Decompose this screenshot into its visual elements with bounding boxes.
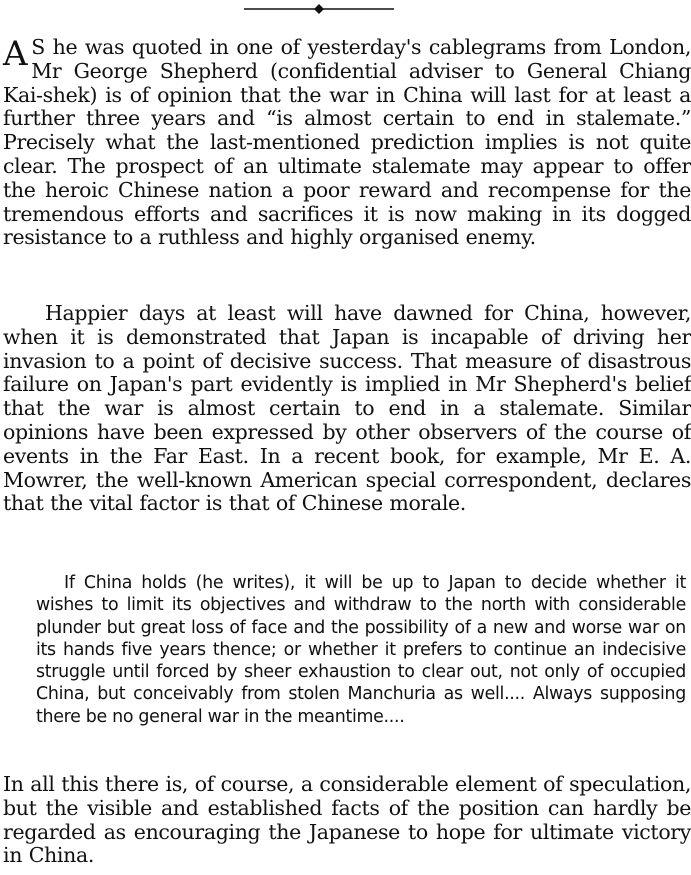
- divider-ornament: [244, 3, 394, 15]
- article-paragraph-2: Happier days at least will have dawned for China, however, when it is demonstrated that Japan is incapable of driving her invasion to a point of decisive success. That measure of disastrous failure on Japan's part evidently is implied in Mr Shepherd's belief that the war is almost certain to end in a stalemate. Similar opinions have been expressed by other observers of the course of events in the Far East. In a recent book, for example, Mr E. A. Mowrer, the well-known American special correspondent, declares that the vital factor is that of Chinese morale.: [3, 301, 691, 516]
- article-paragraph-4: In all this there is, of course, a considerable element of speculation, but the visible and established facts of the position can hardly be regarded as encouraging the Japanese to hope for ultimate victory in China.: [3, 772, 691, 868]
- paragraph-1-text: S he was quoted in one of yesterday's cablegrams from London, Mr George Shepherd (confidential adviser to General Chiang Kai-shek) is of opinion that the war in China will last for at least a further three years and “is almost certain to end in stalemate.” Precisely what the last-mentioned prediction implies is not quite clear. The prospect of an ultimate stalemate may appear to offer the heroic Chinese nation a poor reward and recompense for the tremendous efforts and sacrifices it is now making in its dogged resistance to a ruthless and highly organised enemy.: [3, 35, 691, 250]
- drop-cap: A: [3, 34, 28, 74]
- block-quote: If China holds (he writes), it will be up to Japan to decide whether it wishes to limit its objectives and withdraw to the north with considerable plunder but great loss of face and the possibility of a new and worse war on its hands five years thence; or whether it prefers to continue an indecisive struggle until forced by sheer exhaustion to clear out, not only of occupied China, but conceivably from stolen Manchuria as well.... Always supposing there be no general war in the meantime....: [36, 573, 686, 727]
- article-paragraph-1: [3, 36, 691, 250]
